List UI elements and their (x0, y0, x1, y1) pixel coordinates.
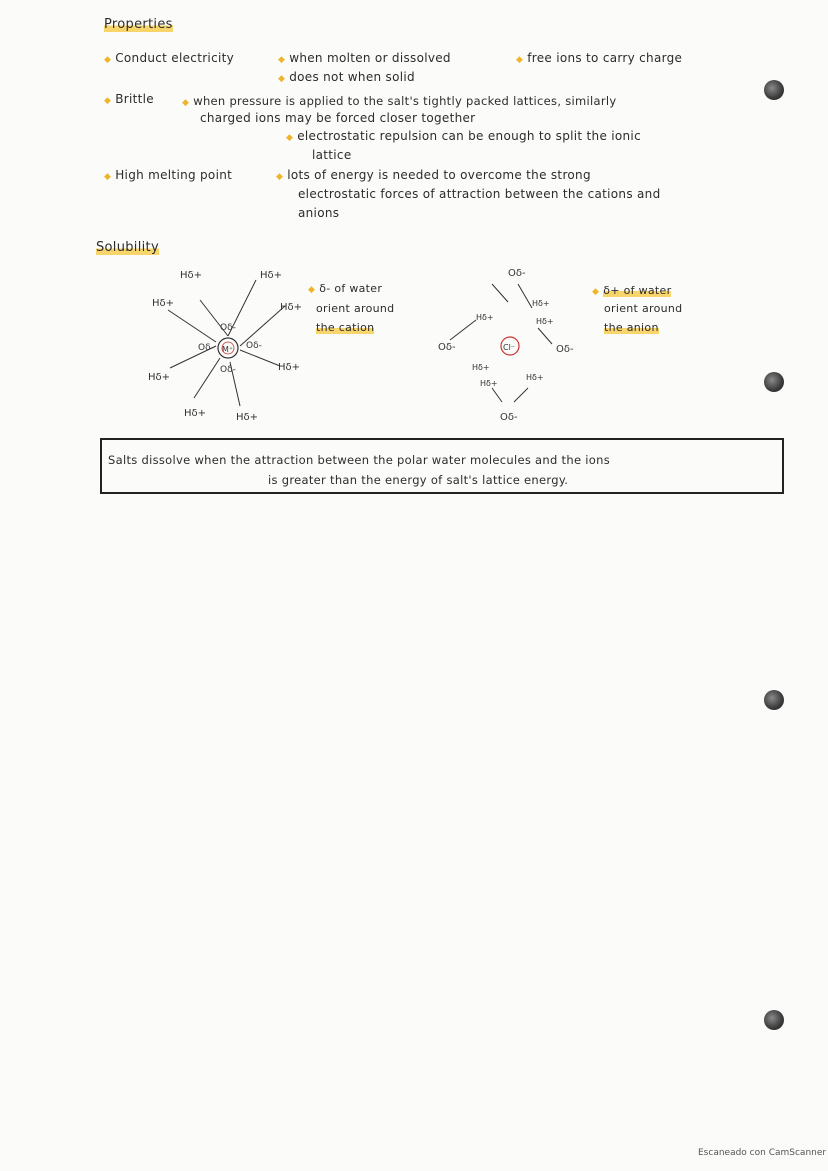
o-label: Oδ- (220, 323, 236, 333)
cation-note-line3: the cation (316, 321, 375, 334)
bullet-icon: ◆ (592, 287, 600, 297)
bullet-icon: ◆ (278, 74, 286, 84)
conduct-line1-result: ◆ free ions to carry charge (516, 51, 683, 65)
h-label: Hδ+ (236, 412, 259, 423)
h-label: Hδ+ (480, 379, 498, 388)
punch-hole (764, 1010, 784, 1030)
h-label: Hδ+ (280, 302, 303, 313)
melting-line3: anions (298, 206, 340, 220)
bullet-icon: ◆ (104, 96, 112, 106)
bullet-icon: ◆ (182, 98, 190, 108)
cation-note-line1: ◆ δ- of water (308, 282, 383, 295)
o-label: Oδ- (508, 268, 526, 279)
cation-hydration-diagram (140, 258, 320, 426)
scanner-footer: Escaneado con CamScanner (698, 1148, 827, 1158)
h-label: Hδ+ (152, 298, 175, 309)
h-label: Hδ+ (260, 270, 283, 281)
bullet-icon: ◆ (104, 172, 112, 182)
o-label: Oδ- (246, 341, 262, 351)
solubility-heading: Solubility (96, 240, 159, 255)
brittle-line3: ◆ electrostatic repulsion can be enough to split the ionic (286, 129, 641, 143)
anion-note-line3: the anion (604, 321, 659, 334)
punch-hole (764, 690, 784, 710)
o-label: Oδ- (220, 365, 236, 375)
bullet-icon: ◆ (286, 133, 294, 143)
bullet-icon: ◆ (104, 55, 112, 65)
cation-label: M⁺ (222, 345, 234, 354)
o-label: Oδ- (198, 343, 214, 353)
h-label: Hδ+ (278, 362, 301, 373)
brittle-line4: lattice (312, 148, 352, 162)
h-label: Hδ+ (180, 270, 203, 281)
punch-hole (764, 80, 784, 100)
h-label: Hδ+ (526, 373, 544, 382)
melting-label: ◆ High melting point (104, 168, 233, 182)
properties-heading: Properties (104, 17, 173, 32)
h-label: Hδ+ (532, 299, 550, 308)
brittle-line1: ◆ when pressure is applied to the salt's tightly packed lattices, similarly (182, 94, 617, 108)
brittle-line2: charged ions may be forced closer together (200, 111, 476, 125)
bullet-icon: ◆ (278, 55, 286, 65)
o-label: Oδ- (500, 412, 518, 423)
melting-line2: electrostatic forces of attraction between the cations and (298, 187, 661, 201)
h-label: Hδ+ (148, 372, 171, 383)
summary-line1: Salts dissolve when the attraction between the polar water molecules and the ions (108, 453, 610, 467)
bullet-icon: ◆ (276, 172, 284, 182)
anion-note-line1: ◆ δ+ of water (592, 284, 672, 297)
conduct-label: ◆ Conduct electricity (104, 51, 235, 65)
anion-note-line2: orient around (604, 302, 683, 315)
o-label: Oδ- (556, 344, 574, 355)
melting-line1: ◆ lots of energy is needed to overcome the strong (276, 168, 591, 182)
h-label: Hδ+ (536, 317, 554, 326)
bullet-icon: ◆ (516, 55, 524, 65)
h-label: Hδ+ (184, 408, 207, 419)
conduct-line1: ◆ when molten or dissolved (278, 51, 451, 65)
summary-line2: is greater than the energy of salt's lattice energy. (268, 473, 569, 487)
cation-note-line2: orient around (316, 302, 395, 315)
h-label: Hδ+ (472, 363, 490, 372)
anion-label: Cl⁻ (503, 343, 516, 352)
h-label: Hδ+ (476, 313, 494, 322)
anion-hydration-diagram (432, 262, 582, 426)
bullet-icon: ◆ (308, 285, 316, 295)
conduct-line2: ◆ does not when solid (278, 70, 415, 84)
brittle-label: ◆ Brittle (104, 92, 154, 106)
punch-hole (764, 372, 784, 392)
o-label: Oδ- (438, 342, 456, 353)
